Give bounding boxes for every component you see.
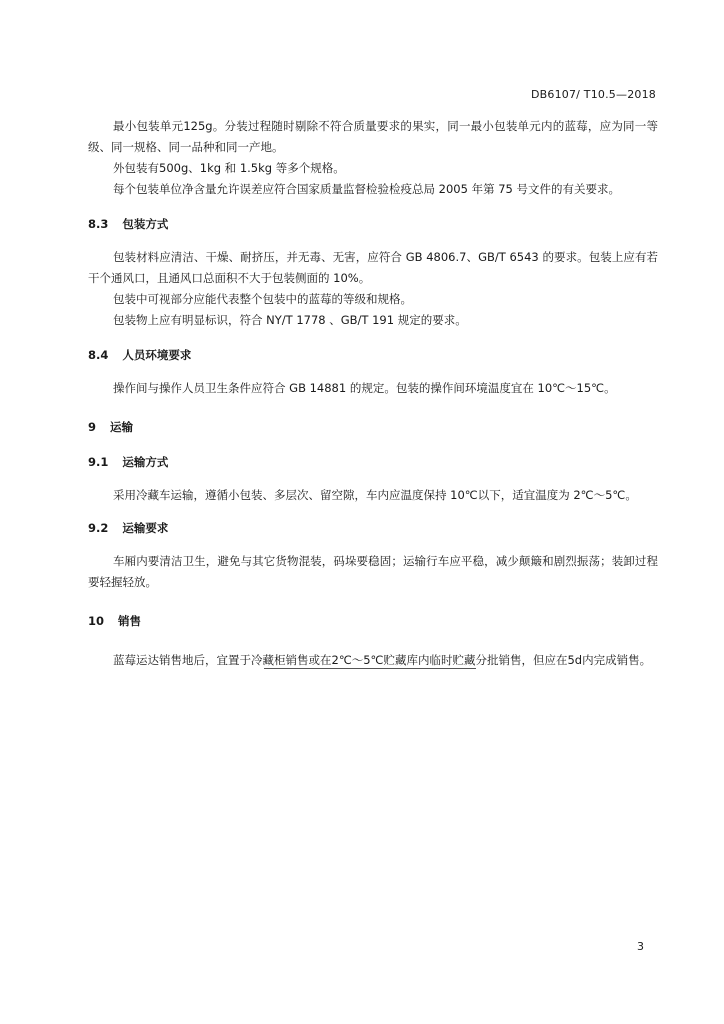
paragraph-transport-method: 采用冷藏车运输，遵循小包装、多层次、留空隙，车内应温度保持 10℃以下，适宜温度为 2℃～5℃。: [113, 488, 637, 502]
section-title: 运输要求: [122, 521, 169, 535]
section-number: 9: [88, 420, 97, 434]
section-heading-8-3: [88, 214, 658, 235]
page-number: 3: [637, 940, 644, 953]
document-code-header: DB6107/ T10.5—2018: [530, 88, 656, 101]
section-title: 人员环境要求: [122, 348, 192, 362]
section-heading-9: [88, 417, 658, 438]
page-content: [88, 116, 658, 671]
header-divider: [88, 106, 656, 107]
section-number: 10: [88, 614, 105, 628]
paragraph-transport-requirements: 车厢内要清洁卫生，避免与其它货物混装，码垛要稳固；运输行车应平稳，减少颠簸和剧烈振荡；装卸过程要轻握轻放。: [88, 554, 658, 589]
paragraph-packaging-materials: 包装材料应清洁、干燥、耐挤压，并无毒、无害，应符合 GB 4806.7、GB/T 6543 的要求。包装上应有若干个通风口，且通风口总面积不大于包装侧面的 10%。: [88, 250, 658, 285]
paragraph-package-labeling: 包装物上应有明显标识，符合 NY/T 1778 、GB/T 191 规定的要求。: [113, 313, 467, 327]
section-heading-9-2: [88, 518, 658, 539]
section-number: 9.1: [88, 455, 109, 469]
section-heading-8-4: [88, 345, 658, 366]
paragraph-personnel-hygiene: 操作间与操作人员卫生条件应符合 GB 14881 的规定。包装的操作间环境温度宜在 10℃～15℃。: [113, 381, 616, 395]
paragraph-outer-package-sizes: 外包装有500g、1kg 和 1.5kg 等多个规格。: [113, 161, 345, 175]
section-title: 包装方式: [122, 217, 169, 231]
section-title: 运输方式: [122, 455, 169, 469]
paragraph-visible-portion: 包装中可视部分应能代表整个包装中的蓝莓的等级和规格。: [113, 292, 412, 306]
paragraph-min-package-unit: 最小包装单元125g。分装过程随时剔除不符合质量要求的果实，同一最小包装单元内的蓝莓，应为同一等级、同一规格、同一品种和同一产地。: [88, 119, 658, 154]
section-title: 销售: [118, 614, 142, 628]
section-number: 9.2: [88, 521, 109, 535]
section-title: 运输: [110, 420, 134, 434]
section-number: 8.3: [88, 217, 109, 231]
end-of-text-rule: [264, 668, 476, 669]
section-heading-10: [88, 611, 658, 632]
section-heading-9-1: [88, 452, 658, 473]
paragraph-sales: 蓝莓运达销售地后，宜置于冷藏柜销售或在2℃～5℃贮藏库内临时贮藏分批销售，但应在5d内完成销售。: [113, 653, 652, 667]
paragraph-net-content-tolerance: 每个包装单位净含量允许误差应符合国家质量监督检验检疫总局 2005 年第 75 号文件的有关要求。: [113, 182, 621, 196]
section-number: 8.4: [88, 348, 109, 362]
